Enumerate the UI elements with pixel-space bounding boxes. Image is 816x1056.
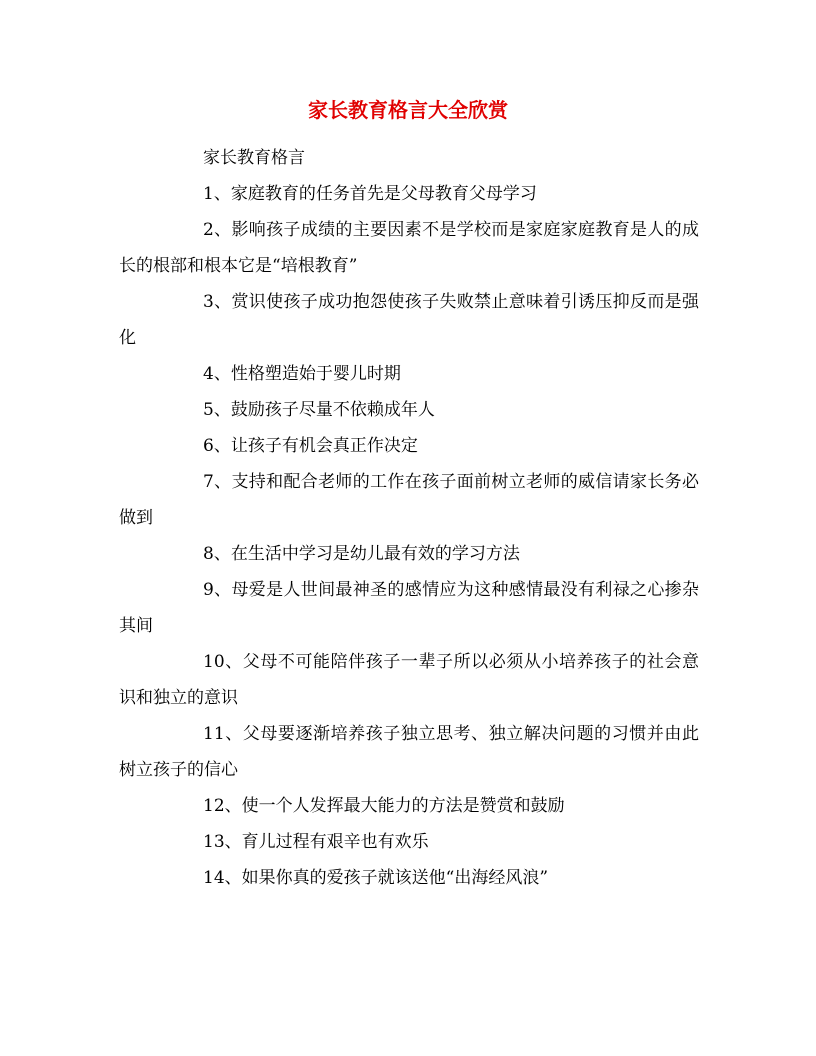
- paragraph-item-10: 10、父母不可能陪伴孩子一辈子所以必须从小培养孩子的社会意识和独立的意识: [119, 652, 699, 708]
- paragraph-item-3: 3、赏识使孩子成功抱怨使孩子失败禁止意味着引诱压抑反而是强化: [119, 292, 699, 348]
- paragraph-item-11: 11、父母要逐渐培养孩子独立思考、独立解决问题的习惯并由此树立孩子的信心: [119, 724, 699, 780]
- paragraph-heading: 家长教育格言: [203, 148, 305, 168]
- paragraph-item-6: 6、让孩子有机会真正作决定: [203, 436, 418, 456]
- paragraph-item-14: 14、如果你真的爱孩子就该送他“出海经风浪”: [203, 868, 549, 888]
- paragraph-item-2: 2、影响孩子成绩的主要因素不是学校而是家庭家庭教育是人的成长的根部和根本它是“培根教育”: [119, 220, 699, 276]
- paragraph-item-13: 13、育儿过程有艰辛也有欢乐: [203, 832, 429, 852]
- document-body: [119, 140, 699, 896]
- document-title: 家长教育格言大全欣赏: [308, 98, 508, 122]
- paragraph-item-5: 5、鼓励孩子尽量不依赖成年人: [203, 400, 435, 420]
- paragraph-item-1: 1、家庭教育的任务首先是父母教育父母学习: [203, 184, 537, 204]
- paragraph-item-7: 7、支持和配合老师的工作在孩子面前树立老师的威信请家长务必做到: [119, 472, 699, 528]
- paragraph-item-4: 4、性格塑造始于婴儿时期: [203, 364, 401, 384]
- paragraph-item-9: 9、母爱是人世间最神圣的感情应为这种感情最没有利禄之心掺杂其间: [119, 580, 699, 636]
- paragraph-item-12: 12、使一个人发挥最大能力的方法是赞赏和鼓励: [203, 796, 565, 816]
- paragraph-item-8: 8、在生活中学习是幼儿最有效的学习方法: [203, 544, 520, 564]
